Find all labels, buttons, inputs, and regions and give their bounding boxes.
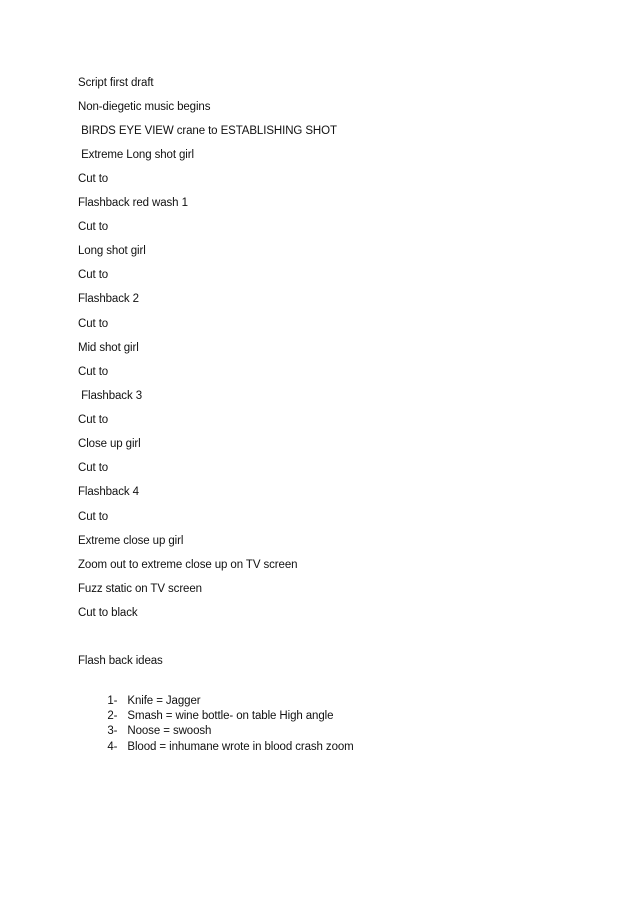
- idea-text: Noose = swoosh: [127, 725, 212, 737]
- idea-number: 4-: [107, 741, 118, 753]
- script-line: Flashback red wash 1: [78, 197, 188, 209]
- script-line: Cut to: [78, 366, 109, 378]
- ideas-heading: Flash back ideas: [78, 655, 163, 667]
- script-line: Cut to: [78, 173, 109, 185]
- script-line: Cut to: [78, 414, 109, 426]
- script-line: Flashback 3: [78, 390, 142, 402]
- script-line: Flashback 4: [78, 486, 139, 498]
- idea-list-item: [95, 726, 354, 768]
- script-line: Cut to: [78, 269, 109, 281]
- script-line: Cut to black: [78, 607, 138, 619]
- script-line: Close up girl: [78, 438, 141, 450]
- script-line: Cut to: [78, 462, 109, 474]
- script-line: Long shot girl: [78, 245, 146, 257]
- script-line: Non-diegetic music begins: [78, 101, 211, 113]
- script-line: Cut to: [78, 318, 109, 330]
- script-line: Mid shot girl: [78, 342, 139, 354]
- script-line: Extreme Long shot girl: [78, 149, 194, 161]
- script-line: Cut to: [78, 221, 109, 233]
- idea-text: Blood = inhumane wrote in blood crash zoom: [127, 741, 354, 753]
- idea-text: Smash = wine bottle- on table High angle: [127, 710, 334, 722]
- idea-text: Knife = Jagger: [127, 695, 201, 707]
- idea-number: 1-: [107, 695, 118, 707]
- idea-number: 3-: [107, 725, 118, 737]
- script-line: Flashback 2: [78, 293, 139, 305]
- script-line: BIRDS EYE VIEW crane to ESTABLISHING SHOT: [78, 125, 337, 137]
- script-line: Extreme close up girl: [78, 535, 184, 547]
- script-line: Fuzz static on TV screen: [78, 583, 202, 595]
- script-line: Cut to: [78, 511, 109, 523]
- script-title: Script first draft: [78, 77, 154, 89]
- idea-number: 2-: [107, 710, 118, 722]
- script-line: Zoom out to extreme close up on TV screen: [78, 559, 298, 571]
